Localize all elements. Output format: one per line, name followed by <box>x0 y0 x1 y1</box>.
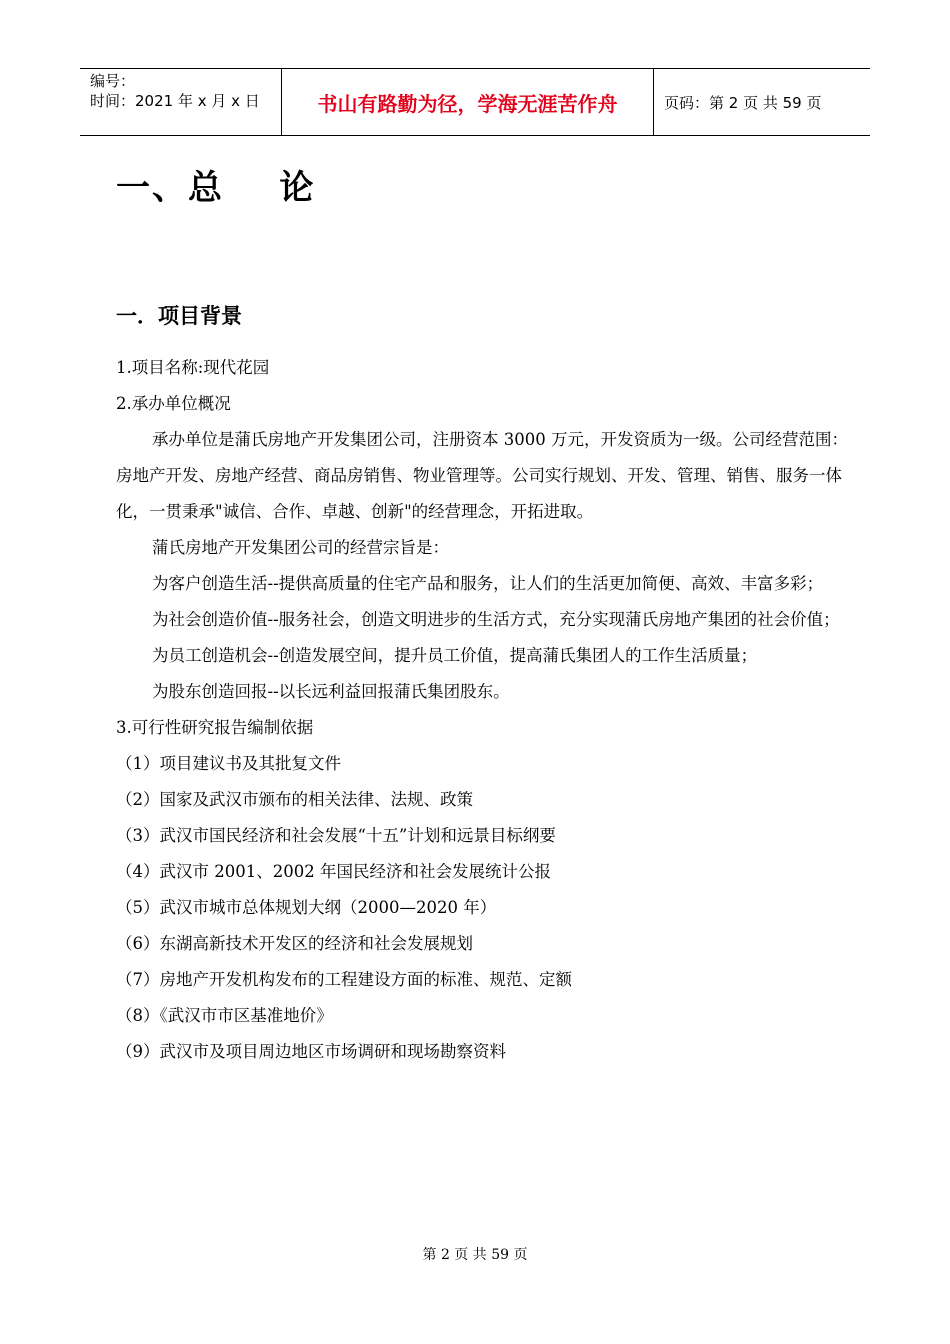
header-table <box>80 68 870 136</box>
paragraph: 1.项目名称:现代花园 <box>116 358 270 377</box>
paragraph: （1）项目建议书及其批复文件 <box>116 754 341 773</box>
paragraph: 为客户创造生活--提供高质量的住宅产品和服务，让人们的生活更加简便、高效、丰富多彩； <box>152 574 824 593</box>
paragraph: 为员工创造机会--创造发展空间，提升员工价值，提高蒲氏集团人的工作生活质量； <box>152 646 758 665</box>
page-label: 页码：第 2 页 共 59 页 <box>664 93 822 112</box>
paragraph: （9）武汉市及项目周边地区市场调研和现场勘察资料 <box>116 1042 506 1061</box>
motto-cell <box>282 69 654 135</box>
time-label: 时间：2021 年 x 月 x 日 <box>90 92 260 110</box>
page-number-cell <box>654 69 870 135</box>
paragraph: 3.可行性研究报告编制依据 <box>116 718 314 737</box>
motto-text: 书山有路勤为径，学海无涯苦作舟 <box>317 91 618 116</box>
paragraph: 承办单位是蒲氏房地产开发集团公司，注册资本 3000 万元，开发资质为一级。公司经营范围：房地产开发、房地产经营、商品房销售、物业管理等。公司实行规划、开发、管理、销售、服务一体化，一贯秉承"诚信、合作、卓越、创新"的经营理念，开拓进取。 <box>116 430 848 521</box>
paragraph: 2.承办单位概况 <box>116 394 231 413</box>
paragraph: （6）东湖高新技术开发区的经济和社会发展规划 <box>116 934 473 953</box>
paragraph: 为股东创造回报--以长远利益回报蒲氏集团股东。 <box>152 682 510 701</box>
paragraph: （7）房地产开发机构发布的工程建设方面的标准、规范、定额 <box>116 970 572 989</box>
paragraph: 蒲氏房地产开发集团公司的经营宗旨是： <box>152 538 449 557</box>
page-footer: 第 2 页 共 59 页 <box>422 1247 528 1263</box>
document-body <box>116 350 856 1070</box>
paragraph: （3）武汉市国民经济和社会发展“十五”计划和远景目标纲要 <box>116 826 556 845</box>
paragraph: （8）《武汉市市区基准地价》 <box>116 1006 333 1025</box>
paragraph: 为社会创造价值--服务社会，创造文明进步的生活方式，充分实现蒲氏房地产集团的社会价值； <box>152 610 840 629</box>
paragraph: （2）国家及武汉市颁布的相关法律、法规、政策 <box>116 790 473 809</box>
serial-label: 编号： <box>90 72 136 90</box>
section-title: 一．项目背景 <box>116 304 242 328</box>
chapter-title: 一、总 论 <box>116 168 316 208</box>
paragraph: （4）武汉市 2001、2002 年国民经济和社会发展统计公报 <box>116 862 551 881</box>
header-meta-cell <box>80 69 282 135</box>
paragraph: （5）武汉市城市总体规划大纲（2000—2020 年） <box>116 898 497 917</box>
